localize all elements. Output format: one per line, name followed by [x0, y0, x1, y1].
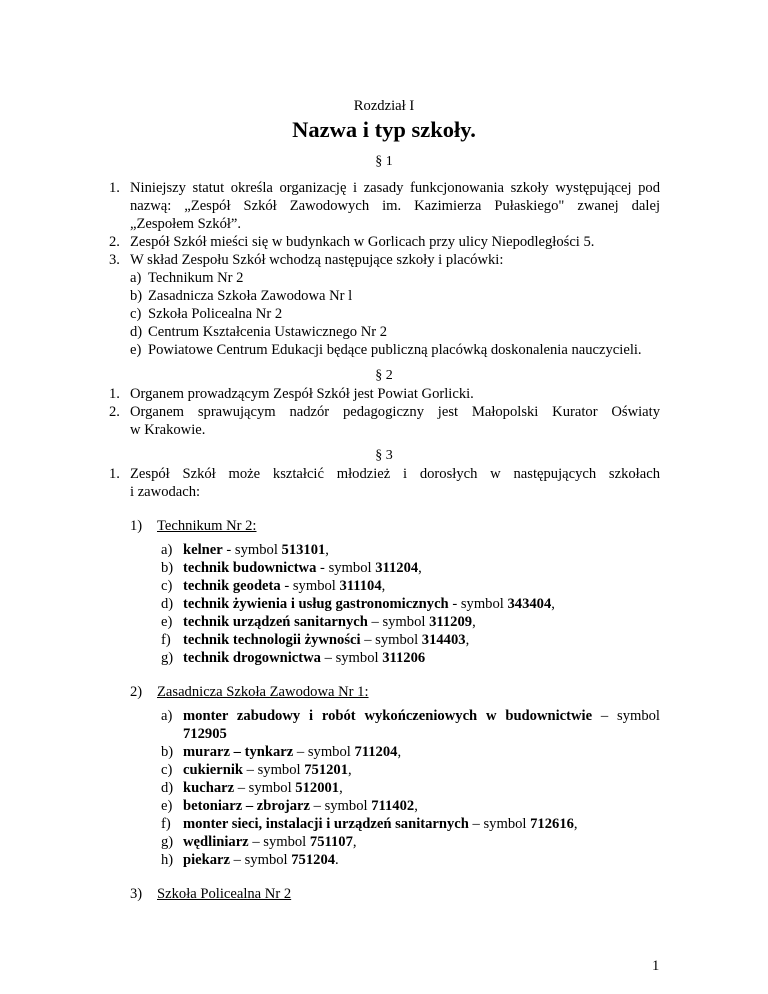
s1-p1-line2: nazwą: „Zespół Szkół Zawodowych im. Kazimierza Pułaskiego" zwanej dalej [130, 198, 660, 214]
list-item: technik budownictwa - symbol 311204, [183, 560, 422, 576]
list-item-label: f) [161, 632, 171, 648]
list-item: betoniarz – zbrojarz – symbol 711402, [183, 798, 418, 814]
list-item: Zasadnicza Szkoła Zawodowa Nr l [148, 288, 353, 304]
list-item-label: d) [130, 324, 143, 340]
list-item: kucharz – symbol 512001, [183, 780, 343, 796]
section-1-heading: § 1 [375, 154, 393, 169]
s2-p2-line2: w Krakowie. [130, 422, 206, 438]
page-title: Nazwa i typ szkoły. [292, 117, 476, 142]
list-item-label: a) [161, 542, 173, 558]
s2-p1: Organem prowadzącym Zespół Szkół jest Powiat Gorlicki. [130, 386, 474, 402]
list-item: wędliniarz – symbol 751107, [183, 834, 357, 850]
sub1-title: Technikum Nr 2: [157, 518, 257, 534]
list-item-label: f) [161, 816, 171, 832]
section-3-heading: § 3 [375, 448, 393, 463]
list-item-label: c) [161, 578, 173, 594]
list-item-label: a) [130, 270, 142, 286]
list-item: kelner - symbol 513101, [183, 542, 329, 558]
section-2-heading: § 2 [375, 368, 393, 383]
list-item: technik drogownictwa – symbol 311206 [183, 650, 426, 666]
list-item: monter zabudowy i robót wykończeniowych w budownictwie – symbol [183, 708, 660, 724]
s2-p2-line1: Organem sprawującym nadzór pedagogiczny jest Małopolski Kurator Oświaty [130, 404, 660, 420]
list-item: Technikum Nr 2 [148, 270, 244, 286]
list-item-label: c) [161, 762, 173, 778]
list-item-label: b) [130, 288, 143, 304]
list-item-label: e) [161, 614, 173, 630]
sub3-number: 3) [130, 886, 143, 902]
s2-p1-number: 1. [109, 386, 120, 402]
list-item-label: g) [161, 834, 174, 850]
sub1-number: 1) [130, 518, 143, 534]
s2-p2-number: 2. [109, 404, 120, 420]
list-item-label: g) [161, 650, 174, 666]
list-item: cukiernik – symbol 751201, [183, 762, 352, 778]
list-item-code: 712905 [183, 726, 227, 742]
list-item: Powiatowe Centrum Edukacji będące publiczną placówką doskonalenia nauczycieli. [148, 342, 642, 358]
list-item: technik żywienia i usług gastronomicznych - symbol 343404, [183, 596, 555, 612]
s3-p1-number: 1. [109, 466, 120, 482]
list-item: technik urządzeń sanitarnych – symbol 311209, [183, 614, 476, 630]
list-item-label: e) [161, 798, 173, 814]
list-item: Szkoła Policealna Nr 2 [148, 306, 283, 322]
list-item: technik geodeta - symbol 311104, [183, 578, 386, 594]
s1-p2-number: 2. [109, 234, 120, 250]
list-item: piekarz – symbol 751204. [183, 852, 339, 868]
list-item-label: h) [161, 852, 174, 868]
s3-p1-line1: Zespół Szkół może kształcić młodzież i dorosłych w następujących szkołach [130, 466, 660, 482]
s1-p1-line3: „Zespołem Szkół”. [130, 216, 242, 232]
list-item-label: e) [130, 342, 142, 358]
list-item-label: a) [161, 708, 173, 724]
list-item-label: b) [161, 560, 174, 576]
list-item-label: d) [161, 780, 174, 796]
page-number: 1 [652, 958, 660, 974]
list-item: murarz – tynkarz – symbol 711204, [183, 744, 402, 760]
list-item: Centrum Kształcenia Ustawicznego Nr 2 [148, 324, 388, 340]
list-item-label: d) [161, 596, 174, 612]
sub3-title: Szkoła Policealna Nr 2 [157, 886, 292, 902]
chapter-label: Rozdział I [353, 98, 415, 114]
s3-p1-line2: i zawodach: [130, 484, 201, 500]
s1-p2: Zespół Szkół mieści się w budynkach w Gorlicach przy ulicy Niepodległości 5. [130, 234, 595, 250]
s1-p1-line1: Niniejszy statut określa organizację i zasady funkcjonowania szkoły występującej pod [130, 180, 660, 196]
sub2-title: Zasadnicza Szkoła Zawodowa Nr 1: [157, 684, 369, 700]
list-item: monter sieci, instalacji i urządzeń sanitarnych – symbol 712616, [183, 816, 578, 832]
s1-p1-number: 1. [109, 180, 120, 196]
sub2-number: 2) [130, 684, 143, 700]
list-item-label: c) [130, 306, 142, 322]
s1-p3-number: 3. [109, 252, 120, 268]
s1-p3: W skład Zespołu Szkół wchodzą następujące szkoły i placówki: [130, 252, 504, 268]
list-item: technik technologii żywności – symbol 314403, [183, 632, 470, 648]
list-item-label: b) [161, 744, 174, 760]
